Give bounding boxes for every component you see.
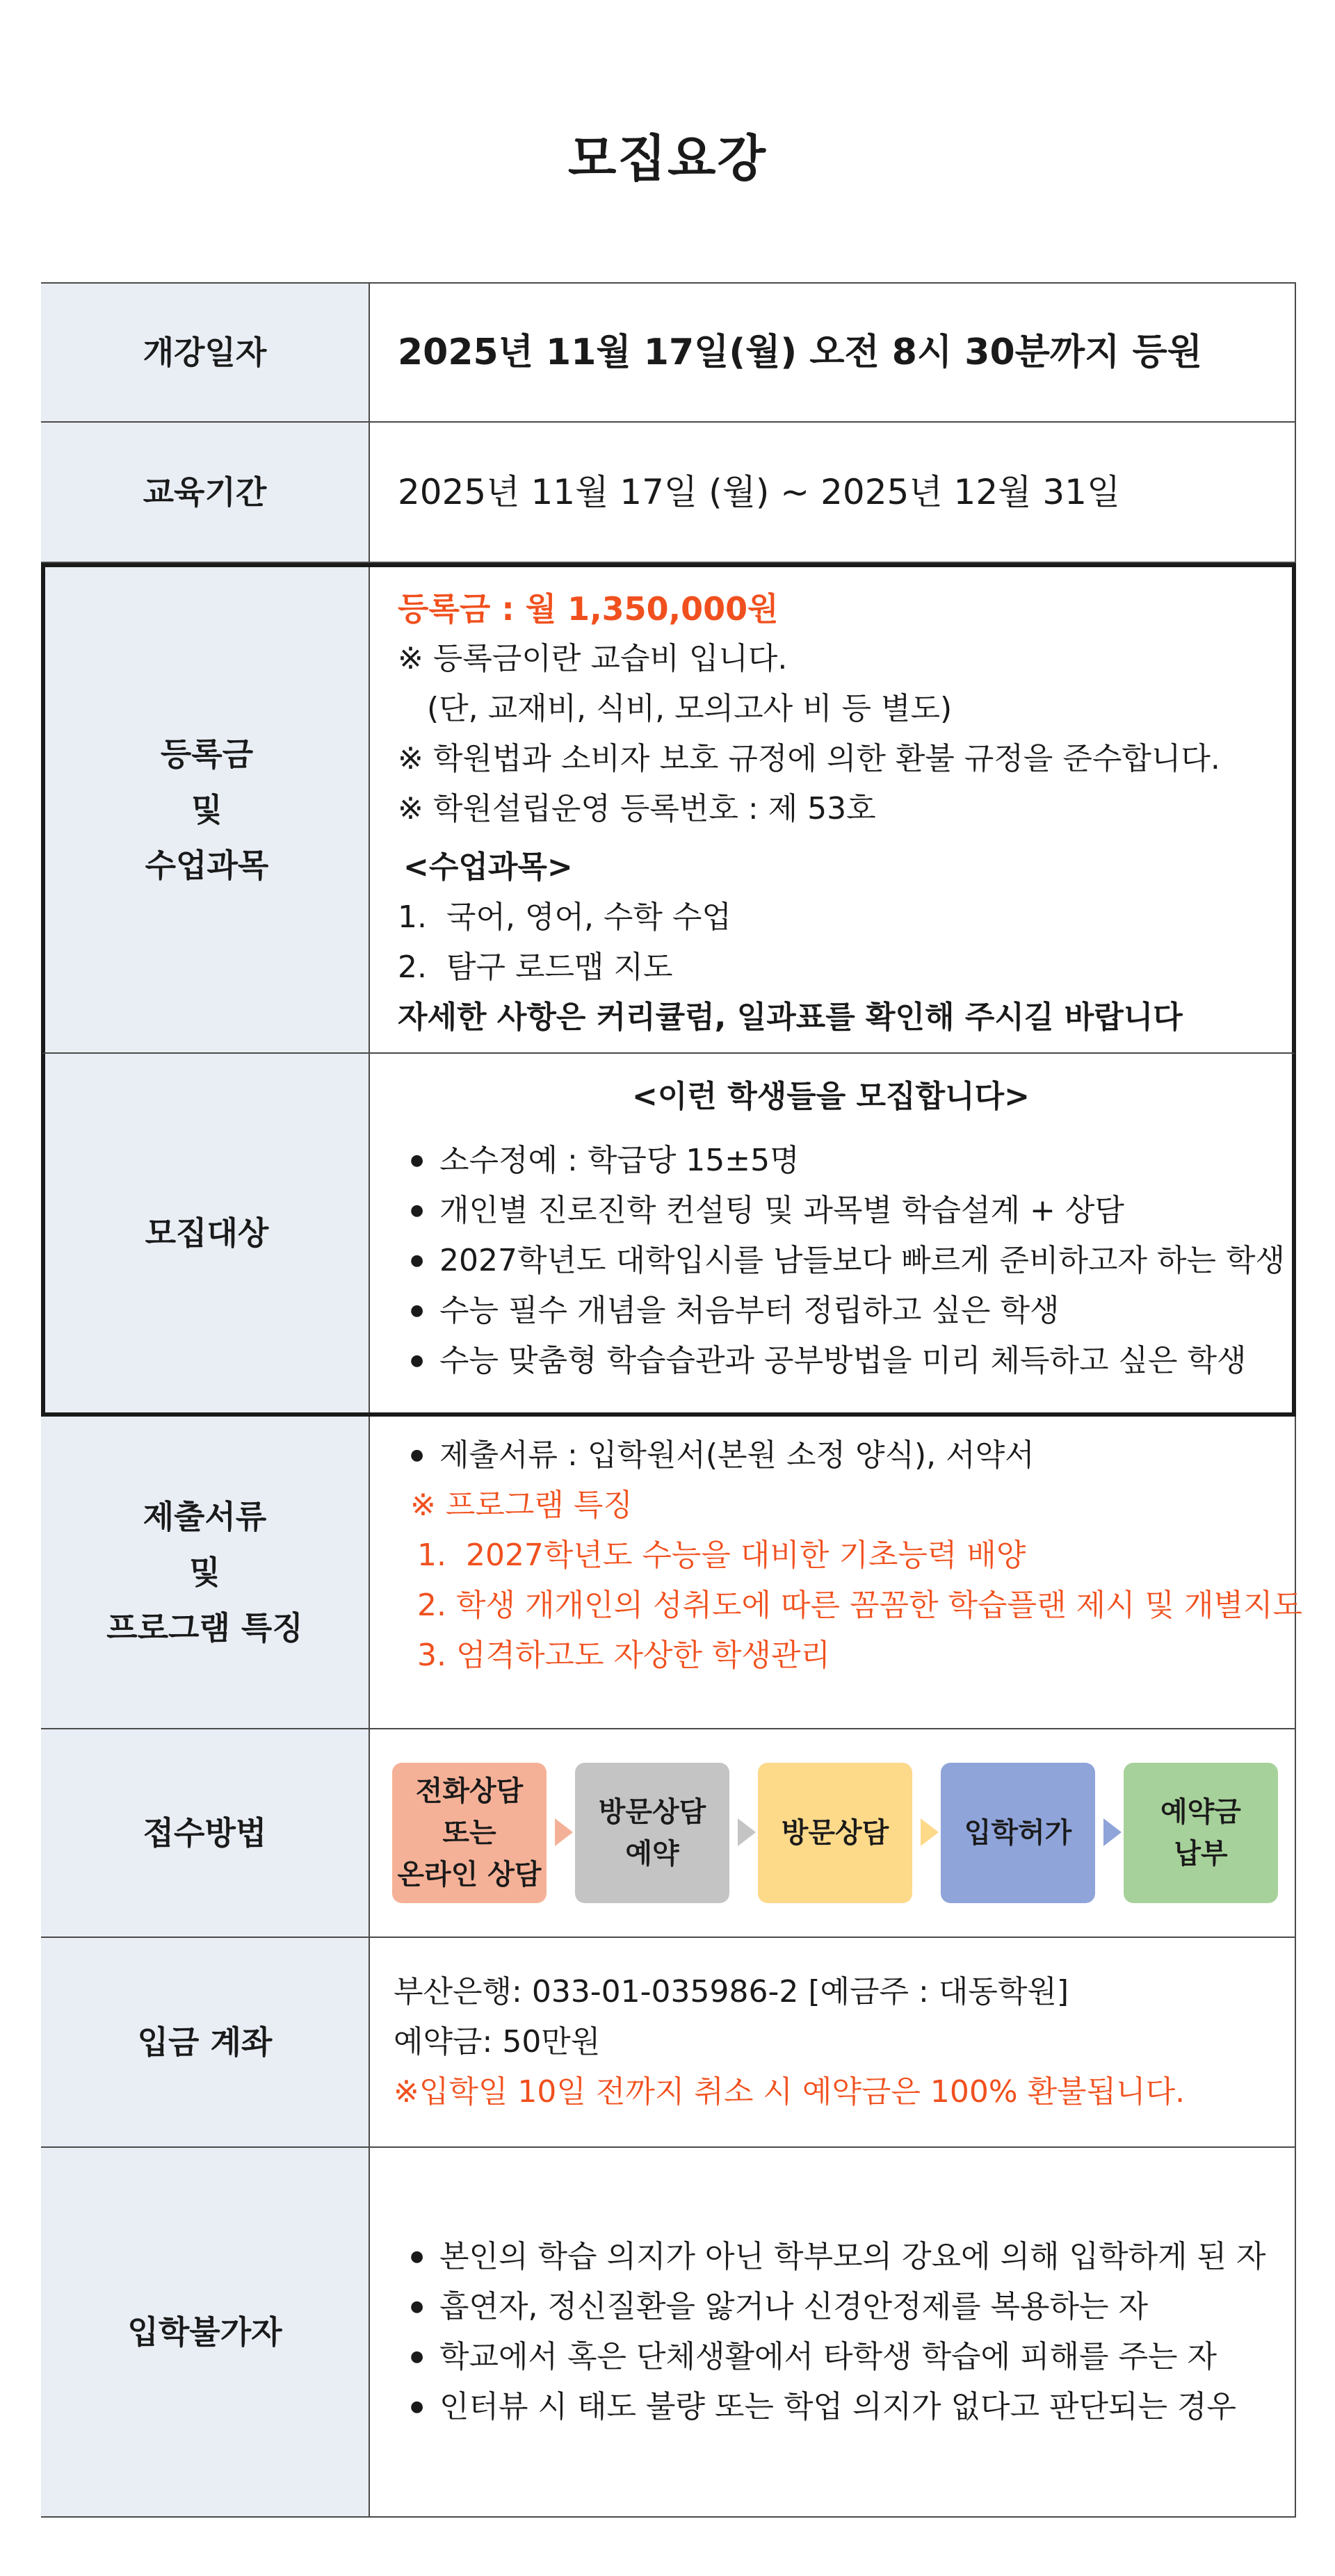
tuition-label-line-1: 등록금	[160, 735, 254, 773]
documents-item: ● 제출서류 : 입학원서(본원 소정 양식), 서약서	[398, 1430, 1296, 1481]
subjects-heading: <수업과목>	[403, 849, 573, 885]
ineligible-item: ● 흡연자, 정신질환을 앓거나 신경안정제를 복용하는 자	[398, 2282, 1296, 2332]
row-tuition	[41, 563, 1296, 1054]
row-header-documents	[41, 1417, 370, 1728]
documents-label-line-3: 프로그램 특징	[106, 1609, 303, 1647]
tuition-note-3: ※ 학원법과 소비자 보호 규정에 의한 환불 규정을 준수합니다.	[398, 741, 1220, 776]
subjects-note: 자세한 사항은 커리큘럼, 일과표를 확인해 주시길 바랍니다	[398, 1000, 1183, 1035]
row-account	[41, 1938, 1296, 2148]
step-deposit-payment: 예약금 납부	[1124, 1763, 1278, 1903]
row-header-tuition	[45, 567, 370, 1052]
row-method	[41, 1729, 1296, 1938]
subject-item-2: 2. 탐구 로드맵 지도	[398, 949, 673, 985]
account-deposit: 예약금: 50만원	[394, 2024, 601, 2060]
start-date-value: 2025년 11월 17일(월) 오전 8시 30분까지 등원	[398, 332, 1202, 373]
program-item-1: 1. 2027학년도 수능을 대비한 기초능력 배양	[417, 1538, 1026, 1573]
row-header-target: 모집대상	[45, 1054, 370, 1412]
row-header-ineligible: 입학불가자	[41, 2148, 370, 2516]
ineligible-item: ● 인터뷰 시 태도 불량 또는 학업 의지가 없다고 판단되는 경우	[398, 2382, 1296, 2432]
arrow-right-icon	[738, 1818, 756, 1846]
page-title: 모집요강	[567, 129, 768, 188]
account-bank: 부산은행: 033-01-035986-2 [예금주 : 대동학원]	[394, 1974, 1069, 2010]
step-admission: 입학허가	[941, 1763, 1095, 1903]
tuition-label-line-2: 및	[191, 791, 222, 829]
row-ineligible	[41, 2148, 1296, 2518]
step-phone-consult: 전화상담 또는 온라인 상담	[392, 1763, 547, 1903]
documents-label-line-2: 및	[189, 1554, 220, 1591]
ineligible-item: ● 학교에서 혹은 단체생활에서 타학생 학습에 피해를 주는 자	[398, 2332, 1296, 2382]
row-header-account: 입금 계좌	[41, 1938, 370, 2146]
arrow-right-icon	[921, 1818, 939, 1846]
row-header-start-date: 개강일자	[41, 284, 370, 421]
subject-item-1: 1. 국어, 영어, 수학 수업	[398, 899, 731, 935]
target-item: ● 개인별 진로진학 컨설팅 및 과목별 학습설계 + 상담	[398, 1186, 1292, 1236]
row-period	[41, 423, 1296, 563]
program-item-2: 2. 학생 개개인의 성취도에 따른 꼼꼼한 학습플랜 제시 및 개별지도	[417, 1588, 1302, 1623]
program-item-3: 3. 엄격하고도 자상한 학생관리	[417, 1638, 830, 1673]
target-item: ● 소수정예 : 학급당 15±5명	[398, 1136, 1292, 1186]
step-visit-consult: 방문상담	[758, 1763, 912, 1903]
tuition-note-4: ※ 학원설립운영 등록번호 : 제 53호	[398, 791, 876, 826]
arrow-right-icon	[555, 1818, 573, 1846]
tuition-note-2: (단, 교재비, 식비, 모의고사 비 등 별도)	[398, 691, 953, 726]
arrow-right-icon	[1103, 1818, 1122, 1846]
target-item: ● 수능 필수 개념을 처음부터 정립하고 싶은 학생	[398, 1286, 1292, 1336]
row-header-period: 교육기간	[41, 423, 370, 562]
row-start-date	[41, 282, 1296, 423]
row-target	[41, 1054, 1296, 1417]
tuition-fee: 등록금 : 월 1,350,000원	[398, 590, 779, 628]
account-refund-note: ※입학일 10일 전까지 취소 시 예약금은 100% 환불됩니다.	[394, 2074, 1186, 2110]
period-value: 2025년 11월 17일 (월) ~ 2025년 12월 31일	[398, 472, 1121, 512]
tuition-note-1: ※ 등록금이란 교습비 입니다.	[398, 641, 788, 676]
row-documents	[41, 1417, 1302, 1729]
ineligible-item: ● 본인의 학습 의지가 아닌 학부모의 강요에 의해 입학하게 된 자	[398, 2232, 1296, 2282]
target-heading: <이런 학생들을 모집합니다>	[632, 1079, 1030, 1114]
tuition-label-line-3: 수업과목	[145, 847, 269, 884]
row-header-method: 접수방법	[41, 1729, 370, 1937]
program-heading: ※ 프로그램 특징	[410, 1487, 633, 1523]
step-visit-reservation: 방문상담 예약	[575, 1763, 729, 1903]
documents-label-line-1: 제출서류	[143, 1498, 267, 1535]
target-item: ● 2027학년도 대학입시를 남들보다 빠르게 준비하고자 하는 학생	[398, 1236, 1292, 1286]
target-item: ● 수능 맞춤형 학습습관과 공부방법을 미리 체득하고 싶은 학생	[398, 1336, 1292, 1386]
